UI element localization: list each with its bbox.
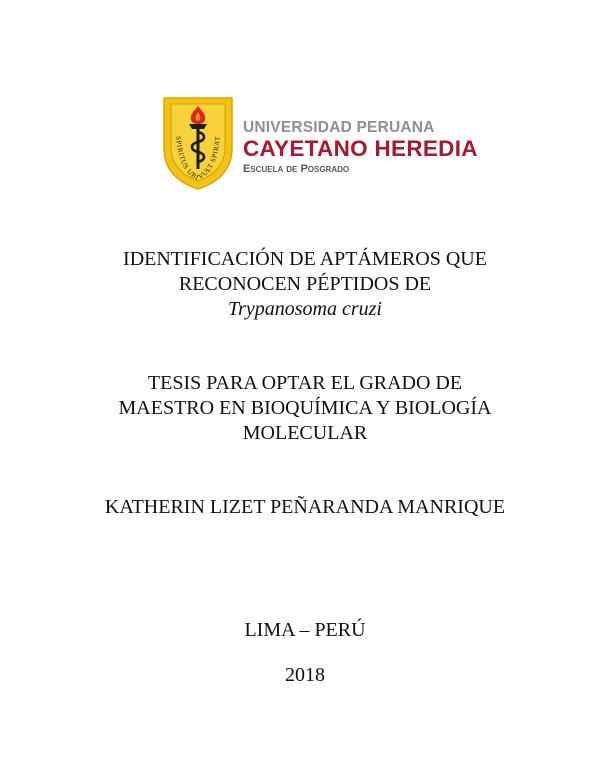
thesis-title-organism: Trypanosoma cruzi [228,298,382,320]
author-name [0,495,610,520]
university-name [243,119,478,176]
place-text: LIMA – PERÚ [244,619,366,641]
thesis-title-line2: RECONOCEN PÉPTIDOS DE [178,273,432,295]
degree-statement-line1: TESIS PARA OPTAR EL GRADO DE [147,372,463,394]
degree-statement [0,371,610,446]
year [0,663,610,688]
graduate-school-name: Escuela de Posgrado [243,163,350,175]
university-logo [163,96,483,192]
thesis-title-line1: IDENTIFICACIÓN DE APTÁMEROS QUE [123,248,487,270]
degree-statement-line3: MOLECULAR [242,422,368,444]
author-name-text: KATHERIN LIZET PEÑARANDA MANRIQUE [104,496,506,518]
university-shield-icon [163,96,233,190]
thesis-title [0,247,610,322]
university-name-line2: CAYETANO HEREDIA [243,136,478,161]
university-name-line1: UNIVERSIDAD PERUANA [243,119,435,136]
year-text: 2018 [285,664,325,686]
degree-statement-line2: MAESTRO EN BIOQUÍMICA Y BIOLOGÍA [118,397,492,419]
university-motto: SPIRITUS UBI VULT SPIRAT [174,135,222,182]
place [0,618,610,643]
